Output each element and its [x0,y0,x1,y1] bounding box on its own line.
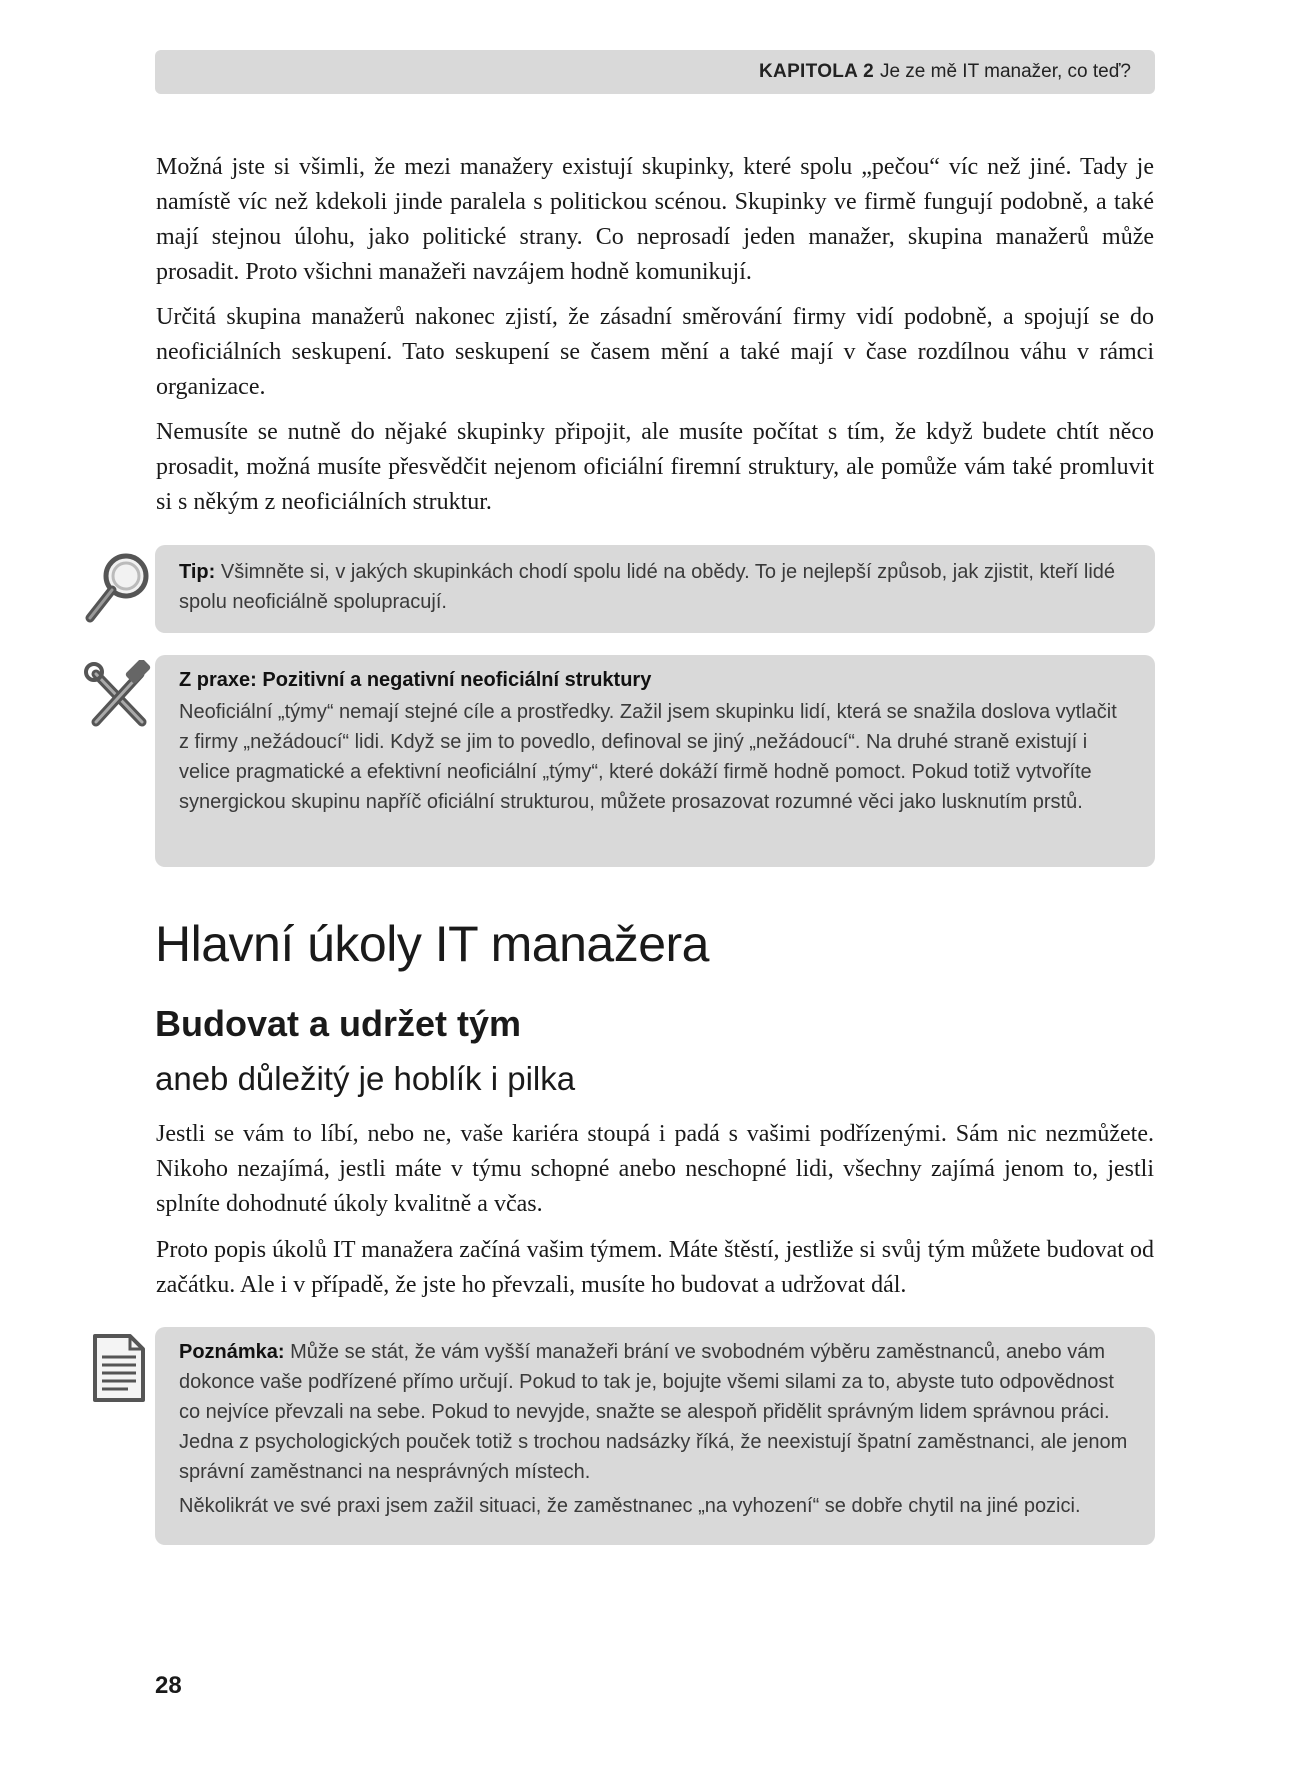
chapter-title: Je ze mě IT manažer, co teď? [879,61,1131,82]
magnifier-icon [82,548,154,626]
subsection-subtitle: aneb důležitý je hoblík i pilka [155,1060,576,1097]
paragraph: Nemusíte se nutně do nějaké skupinky připojit, ale musíte počítat s tím, že když budete chtít něco prosadit, možná musíte přesvědčit nejenom oficiální firemní struktury, ale pomůže vám také promluvit si s někým z neoficiálních struktur. [156,419,1154,515]
running-header [155,50,1155,94]
tip-text: Všimněte si, v jakých skupinkách chodí spolu lidé na obědy. To je nejlepší způsob, jak zjistit, kteří lidé spolu neoficiálně spolupracují. [179,561,1116,613]
document-icon [92,1333,146,1403]
paragraph: Určitá skupina manažerů nakonec zjistí, že zásadní směrování firmy vidí podobně, a spojují se do neoficiálních seskupení. Tato seskupení se časem mění a také mají v čase rozdílnou váhu v rámci organizace. [156,304,1154,400]
paragraph: Proto popis úkolů IT manažera začíná vašim týmem. Máte štěstí, jestliže si svůj tým můžete budovat od začátku. Ale i v případě, že jste ho převzali, musíte ho budovat a udržovat dál. [156,1237,1154,1298]
note-text-2: Několikrát ve své praxi jsem zažil situaci, že zaměstnanec „na vyhození“ se dobře chytil na jiné pozici. [179,1495,1081,1517]
practice-title: Z praxe: Pozitivní a negativní neoficiální struktury [179,669,652,691]
section-heading: Hlavní úkoly IT manažera [155,916,709,972]
tools-icon [82,660,154,732]
practice-text: Neoficiální „týmy“ nemají stejné cíle a prostředky. Zažil jsem skupinku lidí, která se snažila doslova vytlačit z firmy „nežádoucí“ lidi. Když se jim to povedlo, definoval se jiný „nežádoucí“. Na druhé straně existují i velice pragmatické a efektivní neoficiální „týmy“, které dokáží firmě hodně pomoct. Pokud totiž vytvoříte synergickou skupinu napříč oficiální strukturou, můžete prosazovat rozumné věci jako lusknutím prstů. [179,701,1117,813]
tip-label: Tip: [179,561,216,583]
page-number: 28 [155,1672,182,1699]
tip-box [155,545,1155,633]
chapter-label: KAPITOLA 2 [759,61,874,82]
note-label: Poznámka: [179,1341,285,1363]
subsection-heading: Budovat a udržet tým [155,1003,522,1044]
note-text: Může se stát, že vám vyšší manažeři brání ve svobodném výběru zaměstnanců, anebo vám dokonce vaše podřízené přímo určují. Pokud to tak je, bojujte všemi silami za to, abyste tuto odpovědnost co nejvíce převzali na sebe. Pokud to nevyjde, snažte se alespoň přidělit správným lidem správnou práci. Jedna z psychologických pouček totiž s trochou nadsázky říká, že neexistují špatní zaměstnanci, ale jenom správní zaměstnanci na nesprávných místech. [179,1341,1128,1483]
practice-box [155,655,1155,867]
paragraph: Jestli se vám to líbí, nebo ne, vaše kariéra stoupá i padá s vašimi podřízenými. Sám nic nezmůžete. Nikoho nezajímá, jestli máte v týmu schopné anebo neschopné lidi, všechny zajímá jenom to, jestli splníte dohodnuté úkoly kvalitně a včas. [156,1121,1154,1217]
paragraph: Možná jste si všimli, že mezi manažery existují skupinky, které spolu „pečou“ víc než jiné. Tady je namístě víc než kdekoli jinde paralela s politickou scénou. Skupinky ve firmě fungují podobně, a také mají stejnou úlohu, jako politické strany. Co neprosadí jeden manažer, skupina manažerů může prosadit. Proto všichni manažeři navzájem hodně komunikují. [156,154,1154,285]
note-box [155,1327,1155,1545]
